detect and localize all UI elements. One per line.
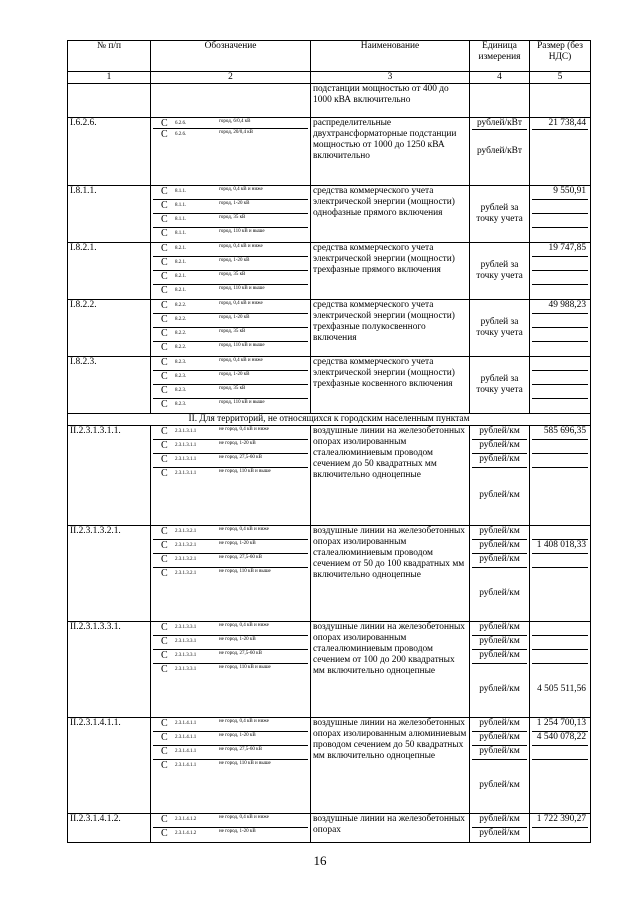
designation-symbol: С xyxy=(161,622,168,633)
unit-cell: рублей/км xyxy=(472,622,527,636)
designation-symbol: С xyxy=(161,760,168,771)
designation-index: 2.3.1.4.1.1 xyxy=(175,735,197,740)
row-code: I.8.2.3. xyxy=(68,357,151,414)
designation-cell xyxy=(151,814,311,843)
column-number: 1 xyxy=(68,72,151,84)
value-cell: 4 505 511,56 xyxy=(537,684,586,694)
table-row xyxy=(68,814,591,843)
designation-description: город, 0,4 кВ и ниже xyxy=(219,301,263,306)
designation-index: 2.3.1.3.1.1 xyxy=(175,457,197,462)
designation-index: 2.3.1.3.2.1 xyxy=(175,529,197,534)
unit-cell: рублей/км xyxy=(472,718,527,732)
unit-cell: рублей/км xyxy=(472,636,527,650)
unit-cell: рублей/км xyxy=(472,746,527,760)
designation-description: не город, 110 кВ и выше xyxy=(219,665,271,670)
unit-cell: рублей/км xyxy=(472,554,527,568)
unit-cell: рублей/км xyxy=(472,440,527,454)
row-name: воздушные линии на железобетонных опорах изолированным алюминиевым проводом сечением до 50 квадратных мм включительно одноцепные xyxy=(311,718,470,814)
value-cell xyxy=(532,554,588,568)
unit-cell: рублей/км xyxy=(472,454,527,468)
designation-description: город, 20/0,4 кВ xyxy=(219,130,253,135)
designation-cell xyxy=(151,622,311,718)
row-code: I.8.2.2. xyxy=(68,300,151,357)
value-cell xyxy=(532,385,588,399)
table-row xyxy=(68,300,591,357)
designation-description: город, 0,4 кВ и ниже xyxy=(219,187,263,192)
designation-symbol: С xyxy=(161,440,168,451)
table-row xyxy=(68,357,591,414)
designation-index: 8.2.1. xyxy=(175,246,187,251)
designation-description: не город, 0,4 кВ и ниже xyxy=(219,719,269,724)
designation-symbol: С xyxy=(161,200,168,211)
designation-symbol: С xyxy=(161,568,168,579)
designation-index: 8.2.2. xyxy=(175,317,187,322)
unit-cell: рублей/км xyxy=(472,426,527,440)
value-cell: 49 988,23 xyxy=(532,300,588,314)
designation-symbol: С xyxy=(161,371,168,382)
row-name: распределительные двухтрансформаторные подстанции мощностью от 1000 до 1250 кВА включительно xyxy=(311,118,470,186)
table-row xyxy=(68,426,591,526)
value-cell xyxy=(532,746,588,760)
designation-description: не город, 0,4 кВ и ниже xyxy=(219,623,269,628)
designation-description: не город, 27,5-60 кВ xyxy=(219,747,262,752)
value-cell xyxy=(532,257,588,271)
table-row xyxy=(68,118,591,186)
value-cell xyxy=(532,636,588,650)
designation-symbol: С xyxy=(161,300,168,311)
unit-cell: рублей/км xyxy=(472,526,527,540)
column-numbers-row xyxy=(68,72,591,84)
value-cell: 21 738,44 xyxy=(532,118,588,130)
designation-description: город, 110 кВ и выше xyxy=(219,229,265,234)
designation-symbol: С xyxy=(161,257,168,268)
designation-description: не город, 1-20 кВ xyxy=(219,441,256,446)
value-cell xyxy=(532,399,588,413)
table-row xyxy=(68,622,591,718)
designation-description: город, 0,4 кВ и ниже xyxy=(219,358,263,363)
designation-symbol: С xyxy=(161,526,168,537)
row-name: средства коммерческого учета электрической энергии (мощности) трехфазные прямого включения xyxy=(311,243,470,300)
table-row xyxy=(68,718,591,814)
row-code: II.2.3.1.4.1.2. xyxy=(68,814,151,843)
value-cell: 1 722 390,27 xyxy=(532,814,588,828)
designation-cell xyxy=(151,300,311,357)
column-number: 2 xyxy=(151,72,311,84)
value-cell xyxy=(532,271,588,285)
value-cell: 9 550,91 xyxy=(532,186,588,200)
header-number: № п/п xyxy=(68,41,151,72)
designation-symbol: С xyxy=(161,314,168,325)
value-cell xyxy=(532,568,588,621)
header-designation: Обозначение xyxy=(151,41,311,72)
designation-symbol: С xyxy=(161,214,168,225)
designation-symbol: С xyxy=(161,399,168,410)
designation-index: 8.2.1. xyxy=(175,288,187,293)
page-number: 16 xyxy=(313,853,327,868)
row-name: средства коммерческого учета электрической энергии (мощности) трехфазные косвенного включения xyxy=(311,357,470,414)
row-code: I.8.2.1. xyxy=(68,243,151,300)
designation-description: не город, 110 кВ и выше xyxy=(219,569,271,574)
designation-symbol: С xyxy=(161,814,168,825)
value-cell xyxy=(532,214,588,228)
value-cell xyxy=(532,440,588,454)
designation-index: 8.1.1. xyxy=(175,217,187,222)
designation-symbol: С xyxy=(161,271,168,282)
designation-description: город, 35 кВ xyxy=(219,386,246,391)
value-cell xyxy=(532,468,588,525)
designation-symbol: С xyxy=(161,285,168,296)
designation-index: 2.3.1.3.1.1 xyxy=(175,429,197,434)
designation-description: город, 0,4 кВ и ниже xyxy=(219,244,263,249)
designation-symbol: С xyxy=(161,554,168,565)
value-cell xyxy=(532,371,588,385)
designation-index: 2.3.1.4.1.2 xyxy=(175,831,197,836)
designation-description: не город, 0,4 кВ и ниже xyxy=(219,427,269,432)
designation-cell xyxy=(151,426,311,526)
designation-symbol: С xyxy=(161,746,168,757)
unit-cell: рублей за точку учета xyxy=(470,186,530,243)
designation-cell xyxy=(151,243,311,300)
column-number: 4 xyxy=(470,72,530,84)
designation-description: не город, 110 кВ и выше xyxy=(219,761,271,766)
designation-index: 8.2.3. xyxy=(175,374,187,379)
designation-description: город, 35 кВ xyxy=(219,329,246,334)
unit-cell: рублей/кВт xyxy=(472,118,527,130)
unit-cell: рублей/км xyxy=(472,650,527,664)
designation-index: 2.3.1.3.2.1 xyxy=(175,557,197,562)
value-cell: 19 747,85 xyxy=(532,243,588,257)
designation-index: 8.1.1. xyxy=(175,189,187,194)
designation-index: 8.2.3. xyxy=(175,360,187,365)
row-name: воздушные линии на железобетонных опорах изолированным сталеалюминиевым проводом сечением до 50 квадратных мм включительно одноцепные xyxy=(311,426,470,526)
designation-description: город, 110 кВ и выше xyxy=(219,286,265,291)
designation-index: 6.2.6. xyxy=(175,121,187,126)
header-size: Размер (без НДС) xyxy=(530,41,591,72)
designation-index: 2.3.1.3.1.1 xyxy=(175,443,197,448)
unit-cell: рублей/км xyxy=(479,684,520,694)
designation-description: не город, 27,5-60 кВ xyxy=(219,651,262,656)
designation-symbol: С xyxy=(161,664,168,675)
designation-index: 2.3.1.4.1.1 xyxy=(175,763,197,768)
designation-description: город, 110 кВ и выше xyxy=(219,400,265,405)
header-unit: Единица измерения xyxy=(470,41,530,72)
table-row xyxy=(68,526,591,622)
value-cell xyxy=(532,200,588,214)
designation-symbol: С xyxy=(161,186,168,197)
unit-cell: рублей за точку учета xyxy=(470,300,530,357)
row-name: подстанции мощностью от 400 до 1000 кВА включительно xyxy=(311,84,470,118)
designation-index: 2.3.1.4.1.2 xyxy=(175,817,197,822)
value-cell xyxy=(532,328,588,342)
designation-cell xyxy=(151,118,311,186)
row-name: воздушные линии на железобетонных опорах изолированным сталеалюминиевым проводом сечением от 50 до 100 квадратных мм включительно одноцепные xyxy=(311,526,470,622)
designation-index: 2.3.1.3.2.1 xyxy=(175,571,197,576)
designation-description: не город, 0,4 кВ и ниже xyxy=(219,527,269,532)
value-cell: 585 696,35 xyxy=(532,426,588,440)
designation-symbol: С xyxy=(161,454,168,465)
designation-index: 2.3.1.3.3.1 xyxy=(175,653,197,658)
designation-description: город, 35 кВ xyxy=(219,215,246,220)
designation-description: не город, 1-20 кВ xyxy=(219,637,256,642)
designation-index: 8.2.3. xyxy=(175,402,187,407)
designation-description: город, 1-20 кВ xyxy=(219,372,250,377)
designation-cell xyxy=(151,357,311,414)
designation-index: 8.2.3. xyxy=(175,388,187,393)
table-row xyxy=(68,84,591,118)
designation-index: 8.2.1. xyxy=(175,274,187,279)
designation-description: не город, 1-20 кВ xyxy=(219,733,256,738)
designation-description: не город, 1-20 кВ xyxy=(219,829,256,834)
section-heading-row xyxy=(68,414,591,426)
value-cell xyxy=(532,228,588,242)
value-cell xyxy=(532,357,588,371)
unit-cell: рублей/км xyxy=(472,732,527,746)
designation-description: город, 35 кВ xyxy=(219,272,246,277)
designation-symbol: С xyxy=(161,357,168,368)
designation-index: 2.3.1.3.3.1 xyxy=(175,639,197,644)
designation-description: город, 1-20 кВ xyxy=(219,201,250,206)
value-cell xyxy=(532,650,588,664)
designation-symbol: С xyxy=(161,342,168,353)
designation-index: 8.2.2. xyxy=(175,331,187,336)
designation-symbol: С xyxy=(161,650,168,661)
designation-index: 2.3.1.4.1.1 xyxy=(175,749,197,754)
row-name: средства коммерческого учета электрической энергии (мощности) трехфазные полукосвенного включения xyxy=(311,300,470,357)
unit-cell: рублей/км xyxy=(479,588,520,598)
value-cell xyxy=(532,342,588,356)
designation-description: город, 1-20 кВ xyxy=(219,258,250,263)
value-cell xyxy=(532,828,588,842)
row-code: II.2.3.1.3.2.1. xyxy=(68,526,151,622)
designation-description: город, 1-20 кВ xyxy=(219,315,250,320)
designation-index: 2.3.1.3.1.1 xyxy=(175,471,197,476)
designation-symbol: С xyxy=(161,385,168,396)
designation-index: 8.2.2. xyxy=(175,345,187,350)
designation-symbol: С xyxy=(161,828,168,839)
row-code: II.2.3.1.3.3.1. xyxy=(68,622,151,718)
table-row xyxy=(68,243,591,300)
header-name: Наименование xyxy=(311,41,470,72)
row-code: II.2.3.1.4.1.1. xyxy=(68,718,151,814)
row-name: средства коммерческого учета электрической энергии (мощности) однофазные прямого включения xyxy=(311,186,470,243)
designation-index: 2.3.1.3.2.1 xyxy=(175,543,197,548)
designation-description: город, 6/0,4 кВ xyxy=(219,119,251,124)
designation-symbol: С xyxy=(161,118,168,129)
value-cell xyxy=(532,285,588,299)
designation-description: не город, 110 кВ и выше xyxy=(219,469,271,474)
unit-cell: рублей/км xyxy=(472,540,527,554)
value-cell xyxy=(532,760,588,813)
value-cell xyxy=(532,314,588,328)
designation-index: 8.2.2. xyxy=(175,303,187,308)
value-cell xyxy=(532,526,588,540)
designation-symbol: С xyxy=(161,129,168,140)
row-code: I.6.2.6. xyxy=(68,118,151,186)
designation-index: 2.3.1.3.3.1 xyxy=(175,625,197,630)
unit-cell: рублей за точку учета xyxy=(470,357,530,414)
designation-symbol: С xyxy=(161,228,168,239)
designation-description: не город, 1-20 кВ xyxy=(219,541,256,546)
designation-symbol: С xyxy=(161,426,168,437)
designation-symbol: С xyxy=(161,328,168,339)
designation-index: 8.1.1. xyxy=(175,203,187,208)
designation-description: не город, 27,5-60 кВ xyxy=(219,555,262,560)
designation-symbol: С xyxy=(161,540,168,551)
row-code: I.8.1.1. xyxy=(68,186,151,243)
designation-index: 6.2.6. xyxy=(175,132,187,137)
column-number: 3 xyxy=(311,72,470,84)
unit-cell: рублей/кВт xyxy=(476,146,523,156)
designation-index: 8.2.1. xyxy=(175,260,187,265)
unit-cell: рублей/км xyxy=(479,490,520,500)
unit-cell: рублей/км xyxy=(479,828,520,838)
designation-symbol: С xyxy=(161,732,168,743)
designation-symbol: С xyxy=(161,718,168,729)
table-row xyxy=(68,186,591,243)
value-cell: 1 254 700,13 xyxy=(532,718,588,732)
designation-index: 2.3.1.3.3.1 xyxy=(175,667,197,672)
row-code: II.2.3.1.3.1.1. xyxy=(68,426,151,526)
designation-index: 8.1.1. xyxy=(175,231,187,236)
unit-cell: рублей/км xyxy=(472,814,527,828)
designation-symbol: С xyxy=(161,468,168,479)
designation-symbol: С xyxy=(161,636,168,647)
tariff-table xyxy=(67,40,591,843)
section-heading: II. Для территорий, не относящихся к городским населенным пунктам xyxy=(68,414,591,426)
row-name: воздушные линии на железобетонных опорах xyxy=(311,814,470,843)
unit-cell: рублей за точку учета xyxy=(470,243,530,300)
designation-cell xyxy=(151,718,311,814)
table-header-row xyxy=(68,41,591,72)
designation-cell xyxy=(151,526,311,622)
row-name: воздушные линии на железобетонных опорах изолированным сталеалюминиевым проводом сечением от 100 до 200 квадратных мм включительно одноцепные xyxy=(311,622,470,718)
value-cell xyxy=(532,622,588,636)
column-number: 5 xyxy=(530,72,591,84)
designation-description: не город, 0,4 кВ и ниже xyxy=(219,815,269,820)
designation-cell xyxy=(151,186,311,243)
unit-cell: рублей/км xyxy=(479,780,520,790)
value-cell: 1 408 018,33 xyxy=(532,540,588,554)
value-cell xyxy=(532,454,588,468)
designation-symbol: С xyxy=(161,243,168,254)
designation-index: 2.3.1.4.1.1 xyxy=(175,721,197,726)
designation-description: город, 110 кВ и выше xyxy=(219,343,265,348)
designation-description: не город, 27,5-60 кВ xyxy=(219,455,262,460)
value-cell xyxy=(532,130,588,185)
value-cell: 4 540 078,22 xyxy=(532,732,588,746)
